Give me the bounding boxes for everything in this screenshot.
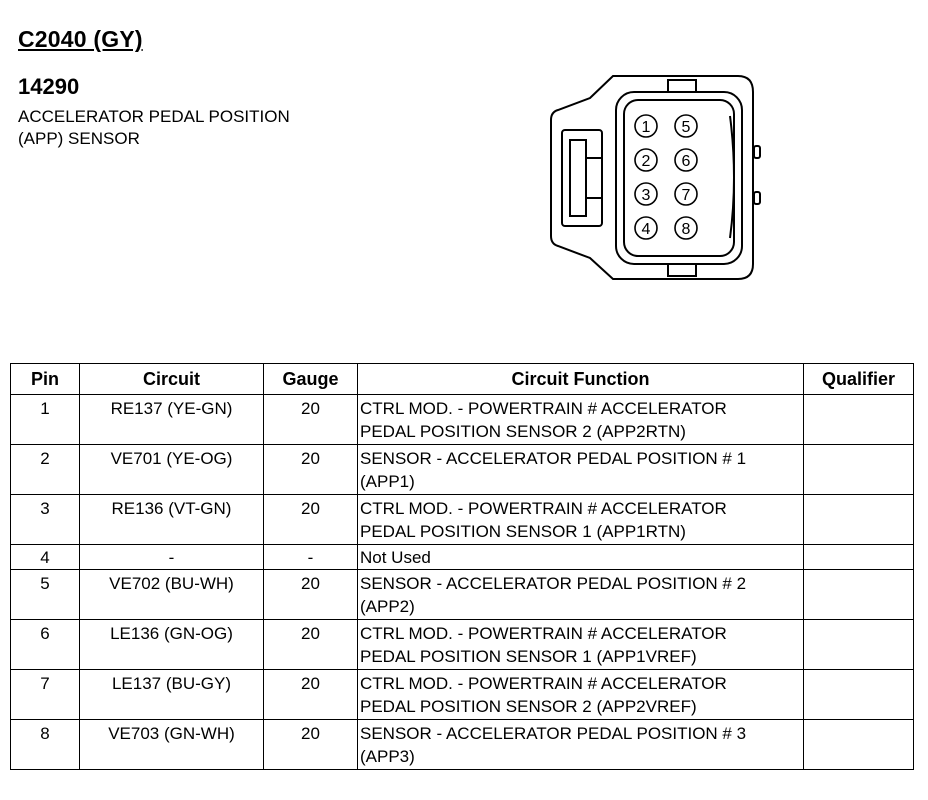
column-header-pin: Pin xyxy=(11,364,80,395)
circuit-function-cell xyxy=(358,570,804,620)
circuit-function-cell xyxy=(358,445,804,495)
pin-cell: 1 xyxy=(11,395,80,445)
connector-housing-outline xyxy=(551,76,753,279)
qualifier-cell xyxy=(804,570,914,620)
circuit-function-line-1: CTRL MOD. - POWERTRAIN # ACCELERATOR xyxy=(360,499,727,518)
circuit-function-cell xyxy=(358,495,804,545)
circuit-function-line-1: Not Used xyxy=(360,548,431,567)
gauge-cell: 20 xyxy=(264,495,358,545)
circuit-function-line-2: PEDAL POSITION SENSOR 1 (APP1RTN) xyxy=(360,522,686,541)
pin-3-label: 3 xyxy=(641,187,651,204)
qualifier-cell xyxy=(804,495,914,545)
pin-2-label: 2 xyxy=(641,153,651,170)
gauge-cell: 20 xyxy=(264,395,358,445)
column-header-qualifier: Qualifier xyxy=(804,364,914,395)
circuit-cell: LE137 (BU-GY) xyxy=(80,670,264,720)
table-row xyxy=(11,570,914,620)
circuit-function-line-1: SENSOR - ACCELERATOR PEDAL POSITION # 2 xyxy=(360,574,747,593)
gauge-cell: 20 xyxy=(264,670,358,720)
pin-cell: 8 xyxy=(11,720,80,770)
table-row xyxy=(11,545,914,570)
pin-5-label: 5 xyxy=(681,119,691,136)
circuit-function-line-2: (APP1) xyxy=(360,472,415,491)
pin-cell: 6 xyxy=(11,620,80,670)
qualifier-cell xyxy=(804,545,914,570)
circuit-function-cell xyxy=(358,720,804,770)
circuit-function-line-1: CTRL MOD. - POWERTRAIN # ACCELERATOR xyxy=(360,674,727,693)
gauge-cell: - xyxy=(264,545,358,570)
part-description-line-2: (APP) SENSOR xyxy=(18,129,140,148)
table-row xyxy=(11,620,914,670)
circuit-function-cell xyxy=(358,620,804,670)
pin-cell: 5 xyxy=(11,570,80,620)
circuit-function-line-2: PEDAL POSITION SENSOR 2 (APP2RTN) xyxy=(360,422,686,441)
pin-cell: 3 xyxy=(11,495,80,545)
pin-cell: 2 xyxy=(11,445,80,495)
circuit-function-line-2: (APP2) xyxy=(360,597,415,616)
circuit-function-cell xyxy=(358,545,804,570)
circuit-function-line-1: SENSOR - ACCELERATOR PEDAL POSITION # 3 xyxy=(360,724,747,743)
qualifier-cell xyxy=(804,620,914,670)
column-header-circuit-function: Circuit Function xyxy=(358,364,804,395)
qualifier-cell xyxy=(804,445,914,495)
pin-7-label: 7 xyxy=(681,187,691,204)
qualifier-cell xyxy=(804,670,914,720)
circuit-function-line-1: CTRL MOD. - POWERTRAIN # ACCELERATOR xyxy=(360,624,727,643)
pin-8-label: 8 xyxy=(681,221,691,238)
circuit-function-line-2: PEDAL POSITION SENSOR 1 (APP1VREF) xyxy=(360,647,697,666)
circuit-cell: VE702 (BU-WH) xyxy=(80,570,264,620)
table-row xyxy=(11,670,914,720)
column-header-circuit: Circuit xyxy=(80,364,264,395)
part-description-line-1: ACCELERATOR PEDAL POSITION xyxy=(18,107,290,126)
table-row xyxy=(11,395,914,445)
circuit-function-line-1: CTRL MOD. - POWERTRAIN # ACCELERATOR xyxy=(360,399,727,418)
part-number: 14290 xyxy=(18,74,80,99)
pin-6-label: 6 xyxy=(681,153,691,170)
connector-latch xyxy=(562,130,602,226)
circuit-function-cell xyxy=(358,395,804,445)
qualifier-cell xyxy=(804,395,914,445)
pinout-table xyxy=(10,363,914,770)
circuit-function-line-1: SENSOR - ACCELERATOR PEDAL POSITION # 1 xyxy=(360,449,747,468)
pin-1-label: 1 xyxy=(641,119,651,136)
circuit-cell: LE136 (GN-OG) xyxy=(80,620,264,670)
pin-4-label: 4 xyxy=(641,221,651,238)
circuit-cell: RE137 (YE-GN) xyxy=(80,395,264,445)
circuit-cell: - xyxy=(80,545,264,570)
circuit-cell: RE136 (VT-GN) xyxy=(80,495,264,545)
part-description xyxy=(18,106,290,150)
circuit-cell: VE701 (YE-OG) xyxy=(80,445,264,495)
circuit-cell: VE703 (GN-WH) xyxy=(80,720,264,770)
table-row xyxy=(11,445,914,495)
connector-id-heading: C2040 (GY) xyxy=(18,26,143,52)
gauge-cell: 20 xyxy=(264,445,358,495)
circuit-function-cell xyxy=(358,670,804,720)
table-row xyxy=(11,495,914,545)
circuit-function-line-2: PEDAL POSITION SENSOR 2 (APP2VREF) xyxy=(360,697,697,716)
gauge-cell: 20 xyxy=(264,720,358,770)
circuit-function-line-2: (APP3) xyxy=(360,747,415,766)
table-header-row xyxy=(11,364,914,395)
pin-cell: 4 xyxy=(11,545,80,570)
gauge-cell: 20 xyxy=(264,620,358,670)
pin-cell: 7 xyxy=(11,670,80,720)
column-header-gauge: Gauge xyxy=(264,364,358,395)
gauge-cell: 20 xyxy=(264,570,358,620)
connector-face-diagram xyxy=(548,68,770,288)
table-row xyxy=(11,720,914,770)
qualifier-cell xyxy=(804,720,914,770)
